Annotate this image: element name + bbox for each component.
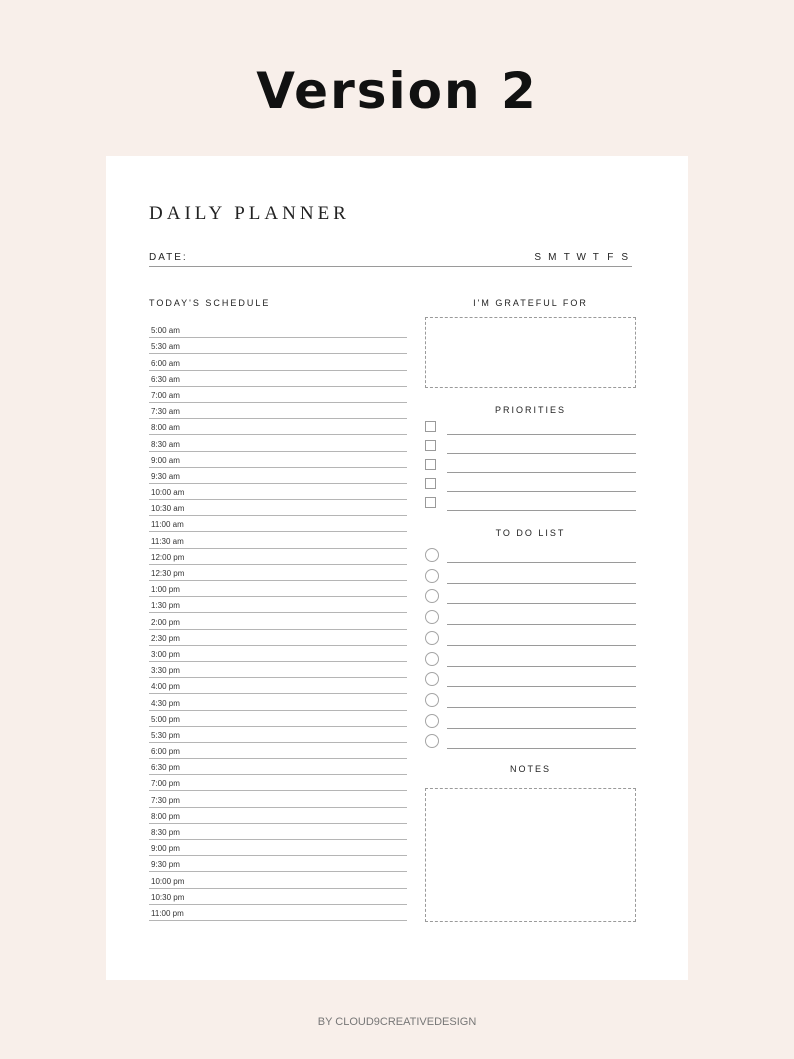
schedule-row[interactable] [149,371,407,387]
schedule-time-label: 1:30 pm [151,601,180,611]
schedule-time-label: 10:30 am [151,504,185,514]
schedule-row[interactable] [149,452,407,468]
todo-item[interactable] [425,610,636,625]
schedule-time-label: 12:00 pm [151,552,185,562]
todo-line[interactable] [447,583,636,584]
schedule-row[interactable] [149,791,407,807]
schedule-row[interactable] [149,630,407,646]
notes-title: NOTES [509,764,551,774]
schedule-time-label: 9:00 am [151,455,180,465]
schedule-time-label: 6:00 am [151,358,180,368]
schedule-row[interactable] [149,354,407,370]
circle-checkbox-icon[interactable] [425,672,439,686]
priority-line[interactable] [447,510,636,511]
schedule-time-label: 7:00 pm [151,779,180,789]
priority-line[interactable] [447,491,636,492]
schedule-time-label: 11:30 am [151,536,184,546]
checkbox-icon[interactable] [425,440,436,451]
schedule-row[interactable] [149,484,407,500]
weekday-1[interactable]: M [548,252,557,263]
todo-item[interactable] [425,548,636,563]
checkbox-icon[interactable] [425,459,436,470]
date-field[interactable] [149,252,632,267]
todo-item[interactable] [425,652,636,667]
todo-item[interactable] [425,714,636,729]
circle-checkbox-icon[interactable] [425,652,439,666]
schedule-time-label: 5:30 pm [151,730,180,740]
todo-title: TO DO LIST [495,528,566,538]
todo-line[interactable] [447,707,636,708]
schedule-row[interactable] [149,678,407,694]
todo-line[interactable] [447,645,636,646]
todo-item[interactable] [425,672,636,687]
grateful-box[interactable] [425,317,636,388]
schedule-row[interactable] [149,500,407,516]
schedule-time-label: 11:00 am [151,520,184,530]
schedule-time-label: 10:00 pm [151,876,185,886]
priority-item[interactable] [425,440,636,454]
schedule-row[interactable] [149,419,407,435]
schedule-row[interactable] [149,516,407,532]
schedule-time-label: 6:30 pm [151,763,180,773]
schedule-row[interactable] [149,759,407,775]
schedule-row[interactable] [149,824,407,840]
schedule-time-label: 9:00 pm [151,844,180,854]
weekday-6[interactable]: S [621,252,629,263]
planner-sheet [106,156,688,980]
schedule-time-label: 11:00 pm [151,908,184,918]
schedule-time-label: 1:00 pm [151,585,180,595]
footer-credit: BY CLOUD9CREATIVEDESIGN [317,1016,477,1028]
schedule-row[interactable] [149,613,407,629]
schedule-row[interactable] [149,646,407,662]
checkbox-icon[interactable] [425,478,436,489]
schedule-time-label: 8:30 pm [151,828,180,837]
schedule-time-label: 8:00 am [151,423,180,433]
weekday-5[interactable]: F [607,252,614,263]
schedule-row[interactable] [149,662,407,678]
schedule-row[interactable] [149,565,407,581]
circle-checkbox-icon[interactable] [425,631,439,645]
schedule-row[interactable] [149,856,407,872]
priorities-title: PRIORITIES [494,405,566,415]
circle-checkbox-icon[interactable] [425,610,439,624]
todo-item[interactable] [425,693,636,708]
notes-box[interactable] [425,788,636,922]
schedule-row[interactable] [149,743,407,759]
priority-item[interactable] [425,478,636,492]
schedule-row[interactable] [149,387,407,403]
schedule-time-label: 9:30 am [151,471,180,481]
schedule-row[interactable] [149,775,407,791]
schedule-time-label: 7:30 pm [151,795,180,805]
schedule-time-label: 8:00 pm [151,811,180,821]
schedule-row[interactable] [149,338,407,354]
circle-checkbox-icon[interactable] [425,693,439,707]
circle-checkbox-icon[interactable] [425,589,439,603]
schedule-time-label: 12:30 pm [151,569,185,578]
schedule-time-label: 8:30 am [151,439,180,449]
planner-title: DAILY PLANNER [149,203,350,224]
todo-line[interactable] [447,624,636,625]
priority-item[interactable] [425,459,636,473]
schedule-time-label: 6:30 am [151,374,180,384]
schedule-row[interactable] [149,694,407,710]
circle-checkbox-icon[interactable] [425,569,439,583]
schedule-row[interactable] [149,905,407,921]
schedule-time-label: 2:30 pm [151,633,180,643]
schedule-time-label: 7:30 am [151,407,180,417]
todo-item[interactable] [425,569,636,584]
grateful-title: I'M GRATEFUL FOR [473,298,588,308]
schedule-time-label: 10:30 pm [151,892,185,902]
schedule-list [149,322,407,921]
priority-item[interactable] [425,421,636,435]
checkbox-icon[interactable] [425,497,436,508]
todo-line[interactable] [447,748,636,749]
schedule-row[interactable] [149,322,407,338]
schedule-row[interactable] [149,468,407,484]
schedule-time-label: 3:30 pm [151,666,180,676]
todo-line[interactable] [447,666,636,667]
schedule-time-label: 5:00 pm [151,714,180,724]
circle-checkbox-icon[interactable] [425,734,439,748]
schedule-time-label: 2:00 pm [151,617,180,627]
todo-line[interactable] [447,728,636,729]
schedule-row[interactable] [149,808,407,824]
schedule-time-label: 4:30 pm [151,698,180,708]
schedule-title: TODAY'S SCHEDULE [149,298,271,308]
schedule-time-label: 9:30 pm [151,860,180,870]
schedule-time-label: 5:30 am [151,342,180,352]
todo-line[interactable] [447,603,636,604]
weekday-3[interactable]: W [576,252,586,263]
schedule-time-label: 10:00 am [151,488,185,498]
weekday-selector [531,252,633,263]
checkbox-icon[interactable] [425,421,436,432]
schedule-time-label: 3:00 pm [151,649,180,659]
circle-checkbox-icon[interactable] [425,548,439,562]
schedule-row[interactable] [149,532,407,548]
date-label: DATE: [149,252,188,263]
schedule-row[interactable] [149,727,407,743]
weekday-4[interactable]: T [592,252,599,263]
schedule-row[interactable] [149,435,407,451]
weekday-2[interactable]: T [563,252,570,263]
schedule-row[interactable] [149,889,407,905]
todo-line[interactable] [447,562,636,563]
schedule-row[interactable] [149,711,407,727]
schedule-row[interactable] [149,403,407,419]
priority-line[interactable] [447,434,636,435]
circle-checkbox-icon[interactable] [425,714,439,728]
schedule-row[interactable] [149,872,407,888]
priority-item[interactable] [425,497,636,511]
schedule-row[interactable] [149,597,407,613]
todo-item[interactable] [425,589,636,604]
schedule-row[interactable] [149,840,407,856]
schedule-row[interactable] [149,549,407,565]
priority-line[interactable] [447,453,636,454]
priority-line[interactable] [447,472,636,473]
schedule-time-label: 6:00 pm [151,747,180,757]
todo-item[interactable] [425,631,636,646]
schedule-time-label: 7:00 am [151,390,180,400]
todo-item[interactable] [425,734,636,749]
schedule-time-label: 5:00 am [151,326,180,336]
todo-line[interactable] [447,686,636,687]
version-title: Version 2 [256,62,538,120]
weekday-0[interactable]: S [534,252,542,263]
schedule-row[interactable] [149,581,407,597]
schedule-time-label: 4:00 pm [151,682,180,692]
